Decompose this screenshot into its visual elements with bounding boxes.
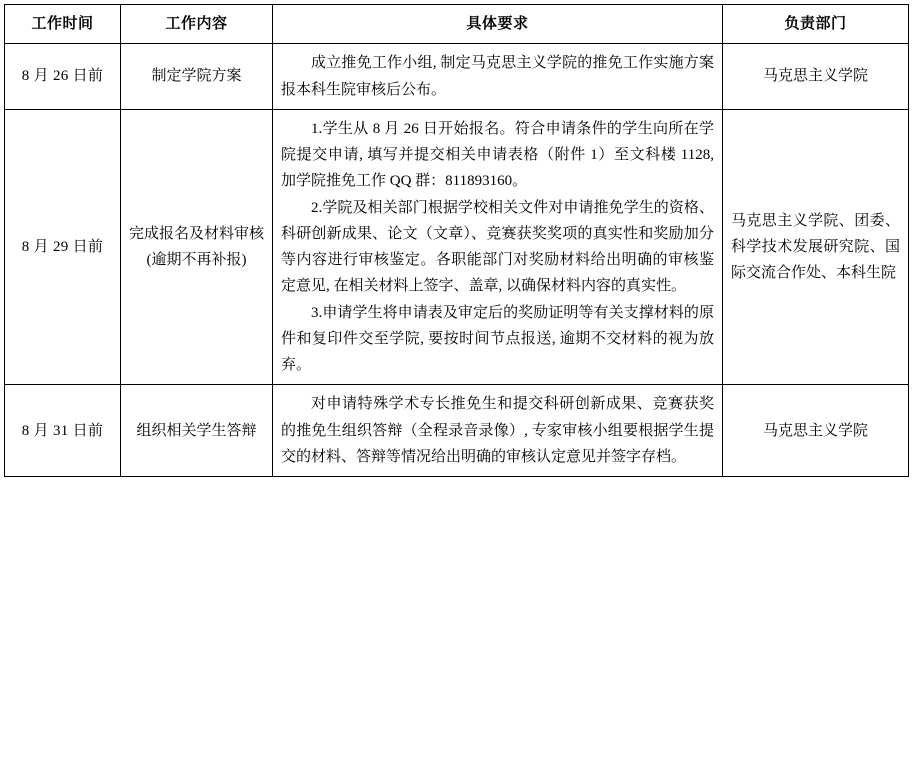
work-schedule-table <box>4 4 909 477</box>
requirement-paragraph: 3.申请学生将申请表及审定后的奖励证明等有关支撑材料的原件和复印件交至学院, 要按时间节点报送, 逾期不交材料的视为放弃。 <box>281 304 714 373</box>
department-text: 马克思主义学院、团委、科学技术发展研究院、国际交流合作处、本科生院 <box>731 212 900 282</box>
cell-task: 制定学院方案 <box>121 44 273 110</box>
cell-requirements <box>273 385 723 477</box>
requirement-paragraph: 1.学生从 8 月 26 日开始报名。符合申请条件的学生向所在学院提交申请, 填写并提交相关申请表格（附件 1）至文科楼 1128, 加学院推免工作 QQ 群：811893160。 <box>281 120 714 190</box>
cell-task: 完成报名及材料审核(逾期不再补报) <box>121 109 273 385</box>
table-header <box>5 5 909 44</box>
table-row <box>5 44 909 110</box>
cell-time: 8 月 31 日前 <box>5 385 121 477</box>
requirement-paragraph: 成立推免工作小组, 制定马克思主义学院的推免工作实施方案报本科生院审核后公布。 <box>281 55 714 98</box>
table-header-row <box>5 5 909 44</box>
column-header-requirements: 具体要求 <box>273 5 723 44</box>
column-header-time: 工作时间 <box>5 5 121 44</box>
cell-time: 8 月 29 日前 <box>5 109 121 385</box>
cell-department: 马克思主义学院 <box>723 385 909 477</box>
cell-department: 马克思主义学院 <box>723 44 909 110</box>
column-header-task: 工作内容 <box>121 5 273 44</box>
table-row <box>5 385 909 477</box>
cell-department <box>723 109 909 385</box>
cell-time: 8 月 26 日前 <box>5 44 121 110</box>
table-body <box>5 44 909 477</box>
column-header-department: 负责部门 <box>723 5 909 44</box>
cell-requirements <box>273 44 723 110</box>
cell-requirements <box>273 109 723 385</box>
cell-task: 组织相关学生答辩 <box>121 385 273 477</box>
requirement-paragraph: 对申请特殊学术专长推免生和提交科研创新成果、竞赛获奖的推免生组织答辩（全程录音录像）, 专家审核小组要根据学生提交的材料、答辩等情况给出明确的审核认定意见并签字存档。 <box>281 396 714 465</box>
requirement-paragraph: 2.学院及相关部门根据学校相关文件对申请推免学生的资格、科研创新成果、论文（文章）、竞赛获奖奖项的真实性和奖励加分等内容进行审核鉴定。各职能部门对奖励材料给出明确的审核鉴定意见, 在相关材料上签字、盖章, 以确保材料内容的真实性。 <box>281 199 714 295</box>
table-row <box>5 109 909 385</box>
